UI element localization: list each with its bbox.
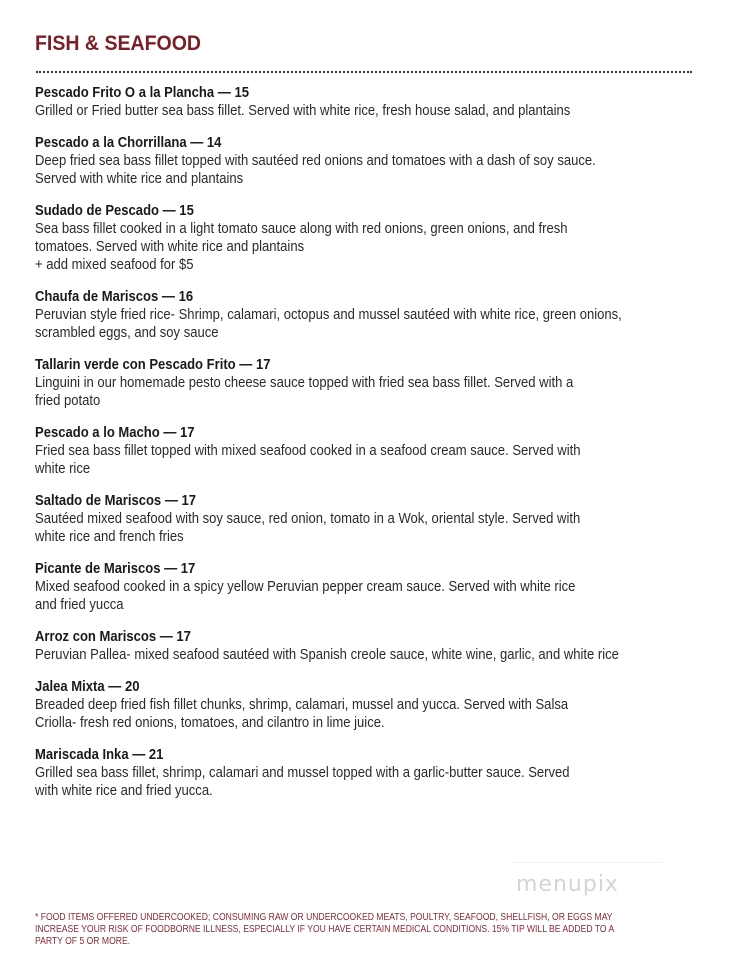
item-desc-line: white rice and french fries xyxy=(35,529,184,545)
item-desc-line: Deep fried sea bass fillet topped with sautéed red onions and tomatoes with a dash of soy sauce. xyxy=(35,153,596,169)
item-name: Tallarin verde con Pescado Frito — 17 xyxy=(35,357,271,373)
item-desc-line: scrambled eggs, and soy sauce xyxy=(35,325,219,341)
dotted-divider xyxy=(36,71,692,73)
footnote-line: INCREASE YOUR RISK OF FOODBORNE ILLNESS, ESPECIALLY IF YOU HAVE CERTAIN MEDICAL CONDITIONS. 15% TIP WILL BE ADDED TO A xyxy=(35,924,615,935)
menu-item-pescado-frito xyxy=(35,84,715,120)
item-description xyxy=(35,306,701,342)
menu-item-arroz-con-mariscos xyxy=(35,628,715,664)
item-desc-line: Mixed seafood cooked in a spicy yellow Peruvian pepper cream sauce. Served with white rice xyxy=(35,579,576,595)
item-desc-line: white rice xyxy=(35,461,91,477)
item-description xyxy=(35,510,701,546)
item-description xyxy=(35,696,701,732)
menu-item-sudado xyxy=(35,202,715,274)
item-name: Chaufa de Mariscos — 16 xyxy=(35,289,194,305)
item-desc-line: Fried sea bass fillet topped with mixed seafood cooked in a seafood cream sauce. Served with xyxy=(35,443,581,459)
item-description xyxy=(35,646,701,664)
item-desc-line: Peruvian Pallea- mixed seafood sautéed with Spanish creole sauce, white wine, garlic, and white rice xyxy=(35,647,619,663)
item-name: Arroz con Mariscos — 17 xyxy=(35,629,191,645)
footnote-line: PARTY OF 5 OR MORE. xyxy=(35,936,131,947)
menu-item-chaufa xyxy=(35,288,715,342)
section-title: FISH & SEAFOOD xyxy=(35,32,202,55)
item-description xyxy=(35,442,701,478)
menu-item-list xyxy=(35,84,715,814)
item-description xyxy=(35,220,701,274)
item-desc-line: Sea bass fillet cooked in a light tomato sauce along with red onions, green onions, and fresh xyxy=(35,221,568,237)
item-description xyxy=(35,764,701,800)
menu-item-tallarin-verde xyxy=(35,356,715,410)
item-desc-line: Linguini in our homemade pesto cheese sauce topped with fried sea bass fillet. Served with a xyxy=(35,375,574,391)
menu-item-picante xyxy=(35,560,715,614)
menu-item-saltado xyxy=(35,492,715,546)
item-desc-line: fried potato xyxy=(35,393,101,409)
item-desc-line: Peruvian style fried rice- Shrimp, calamari, octopus and mussel sautéed with white rice, green onions, xyxy=(35,307,622,323)
item-addon: + add mixed seafood for $5 xyxy=(35,257,194,273)
menupix-watermark: menupix xyxy=(516,872,619,897)
menu-item-a-lo-macho xyxy=(35,424,715,478)
footnote-line: * FOOD ITEMS OFFERED UNDERCOOKED; CONSUMING RAW OR UNDERCOOKED MEATS, POULTRY, SEAFOOD, SHELLFISH, OR EGGS MAY xyxy=(35,912,613,923)
item-desc-line: Sautéed mixed seafood with soy sauce, red onion, tomato in a Wok, oriental style. Served with xyxy=(35,511,581,527)
item-name: Pescado Frito O a la Plancha — 15 xyxy=(35,85,249,101)
item-name: Picante de Mariscos — 17 xyxy=(35,561,196,577)
food-safety-footnote xyxy=(35,912,697,948)
item-description xyxy=(35,102,701,120)
item-desc-line: Grilled sea bass fillet, shrimp, calamari and mussel topped with a garlic-butter sauce. Served xyxy=(35,765,570,781)
item-desc-line: and fried yucca xyxy=(35,597,124,613)
menu-item-chorrillana xyxy=(35,134,715,188)
menu-item-jalea-mixta xyxy=(35,678,715,732)
item-desc-line: with white rice and fried yucca. xyxy=(35,783,213,799)
item-desc-line: Breaded deep fried fish fillet chunks, shrimp, calamari, mussel and yucca. Served with Salsa xyxy=(35,697,569,713)
item-name: Pescado a la Chorrillana — 14 xyxy=(35,135,222,151)
watermark-rule xyxy=(512,862,662,863)
item-description xyxy=(35,152,701,188)
menu-item-mariscada-inka xyxy=(35,746,715,800)
item-name: Pescado a lo Macho — 17 xyxy=(35,425,195,441)
item-desc-line: Criolla- fresh red onions, tomatoes, and cilantro in lime juice. xyxy=(35,715,385,731)
item-desc-line: Grilled or Fried butter sea bass fillet. Served with white rice, fresh house salad, and plantains xyxy=(35,103,571,119)
item-desc-line: tomatoes. Served with white rice and plantains xyxy=(35,239,305,255)
item-name: Jalea Mixta — 20 xyxy=(35,679,140,695)
item-description xyxy=(35,578,701,614)
item-desc-line: Served with white rice and plantains xyxy=(35,171,244,187)
item-name: Saltado de Mariscos — 17 xyxy=(35,493,197,509)
item-name: Mariscada Inka — 21 xyxy=(35,747,164,763)
item-description xyxy=(35,374,701,410)
item-name: Sudado de Pescado — 15 xyxy=(35,203,194,219)
